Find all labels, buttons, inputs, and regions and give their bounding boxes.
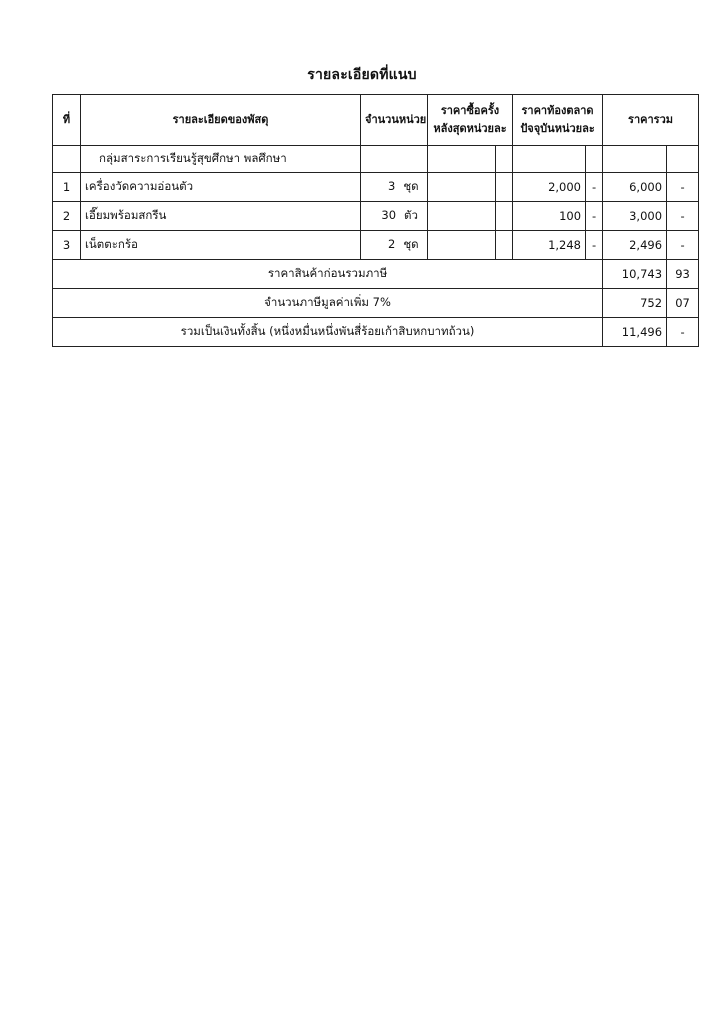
row-total: 6,000 [603, 173, 667, 202]
row-qty-unit: ตัว [404, 208, 418, 222]
group-empty-cell [586, 146, 603, 173]
row-market-price: 2,000 [513, 173, 586, 202]
document-title: รายละเอียดที่แนบ [307, 67, 417, 83]
group-label: กลุ่มสาระการเรียนรู้สุขศึกษา พลศึกษา [81, 146, 361, 173]
row-no: 1 [53, 173, 81, 202]
vat-label: จำนวนภาษีมูลค่าเพิ่ม 7% [53, 289, 603, 318]
row-market-satang: - [586, 202, 603, 231]
header-last-price-line1: ราคาซื้อครั้ง [440, 104, 500, 117]
row-description: เครื่องวัดความอ่อนตัว [81, 173, 361, 202]
row-qty-number: 3 [388, 179, 396, 193]
subtotal-satang: 93 [667, 260, 699, 289]
vat-satang: 07 [667, 289, 699, 318]
group-empty-cell [513, 146, 586, 173]
header-description: รายละเอียดของพัสดุ [81, 95, 361, 146]
row-total: 3,000 [603, 202, 667, 231]
row-description: เอี๊ยมพร้อมสกรีน [81, 202, 361, 231]
group-empty-cell [361, 146, 428, 173]
row-qty-number: 30 [381, 208, 397, 222]
group-row [53, 146, 699, 173]
grand-total-satang: - [667, 318, 699, 347]
row-last-price-satang [496, 173, 513, 202]
row-total: 2,496 [603, 231, 667, 260]
row-total-satang: - [667, 231, 699, 260]
row-quantity [361, 202, 428, 231]
header-market-price-line2: ปัจจุบันหน่วยละ [520, 122, 595, 135]
grand-total-label: รวมเป็นเงินทั้งสิ้น (หนึ่งหมื่นหนึ่งพันสี่ร้อยเก้าสิบหกบาทถ้วน) [53, 318, 603, 347]
subtotal-value: 10,743 [603, 260, 667, 289]
subtotal-label: ราคาสินค้าก่อนรวมภาษี [53, 260, 603, 289]
header-last-price-line2: หลังสุดหน่วยละ [433, 122, 507, 135]
row-total-satang: - [667, 173, 699, 202]
row-qty-unit: ชุด [403, 179, 419, 193]
table-row [53, 202, 699, 231]
group-empty-cell [428, 146, 496, 173]
row-last-price [428, 202, 496, 231]
row-total-satang: - [667, 202, 699, 231]
group-no-cell [53, 146, 81, 173]
grand-total-value: 11,496 [603, 318, 667, 347]
header-last-price [428, 95, 513, 146]
row-market-price: 100 [513, 202, 586, 231]
row-quantity [361, 173, 428, 202]
table-row [53, 231, 699, 260]
row-market-satang: - [586, 173, 603, 202]
row-no: 2 [53, 202, 81, 231]
row-qty-unit: ชุด [403, 237, 419, 251]
row-market-satang: - [586, 231, 603, 260]
row-description: เน็ตตะกร้อ [81, 231, 361, 260]
items-table [52, 94, 699, 347]
subtotal-row [53, 260, 699, 289]
header-total: ราคารวม [603, 95, 699, 146]
group-empty-cell [667, 146, 699, 173]
group-empty-cell [496, 146, 513, 173]
group-empty-cell [603, 146, 667, 173]
row-quantity [361, 231, 428, 260]
grand-total-row [53, 318, 699, 347]
row-last-price [428, 231, 496, 260]
header-market-price-line1: ราคาท้องตลาด [521, 104, 594, 117]
row-last-price-satang [496, 231, 513, 260]
row-last-price-satang [496, 202, 513, 231]
vat-row [53, 289, 699, 318]
header-market-price [513, 95, 603, 146]
row-qty-number: 2 [388, 237, 396, 251]
row-last-price [428, 173, 496, 202]
vat-value: 752 [603, 289, 667, 318]
row-market-price: 1,248 [513, 231, 586, 260]
table-header-row [53, 95, 699, 146]
header-no: ที่ [53, 95, 81, 146]
table-row [53, 173, 699, 202]
row-no: 3 [53, 231, 81, 260]
header-quantity: จำนวนหน่วย [361, 95, 428, 146]
